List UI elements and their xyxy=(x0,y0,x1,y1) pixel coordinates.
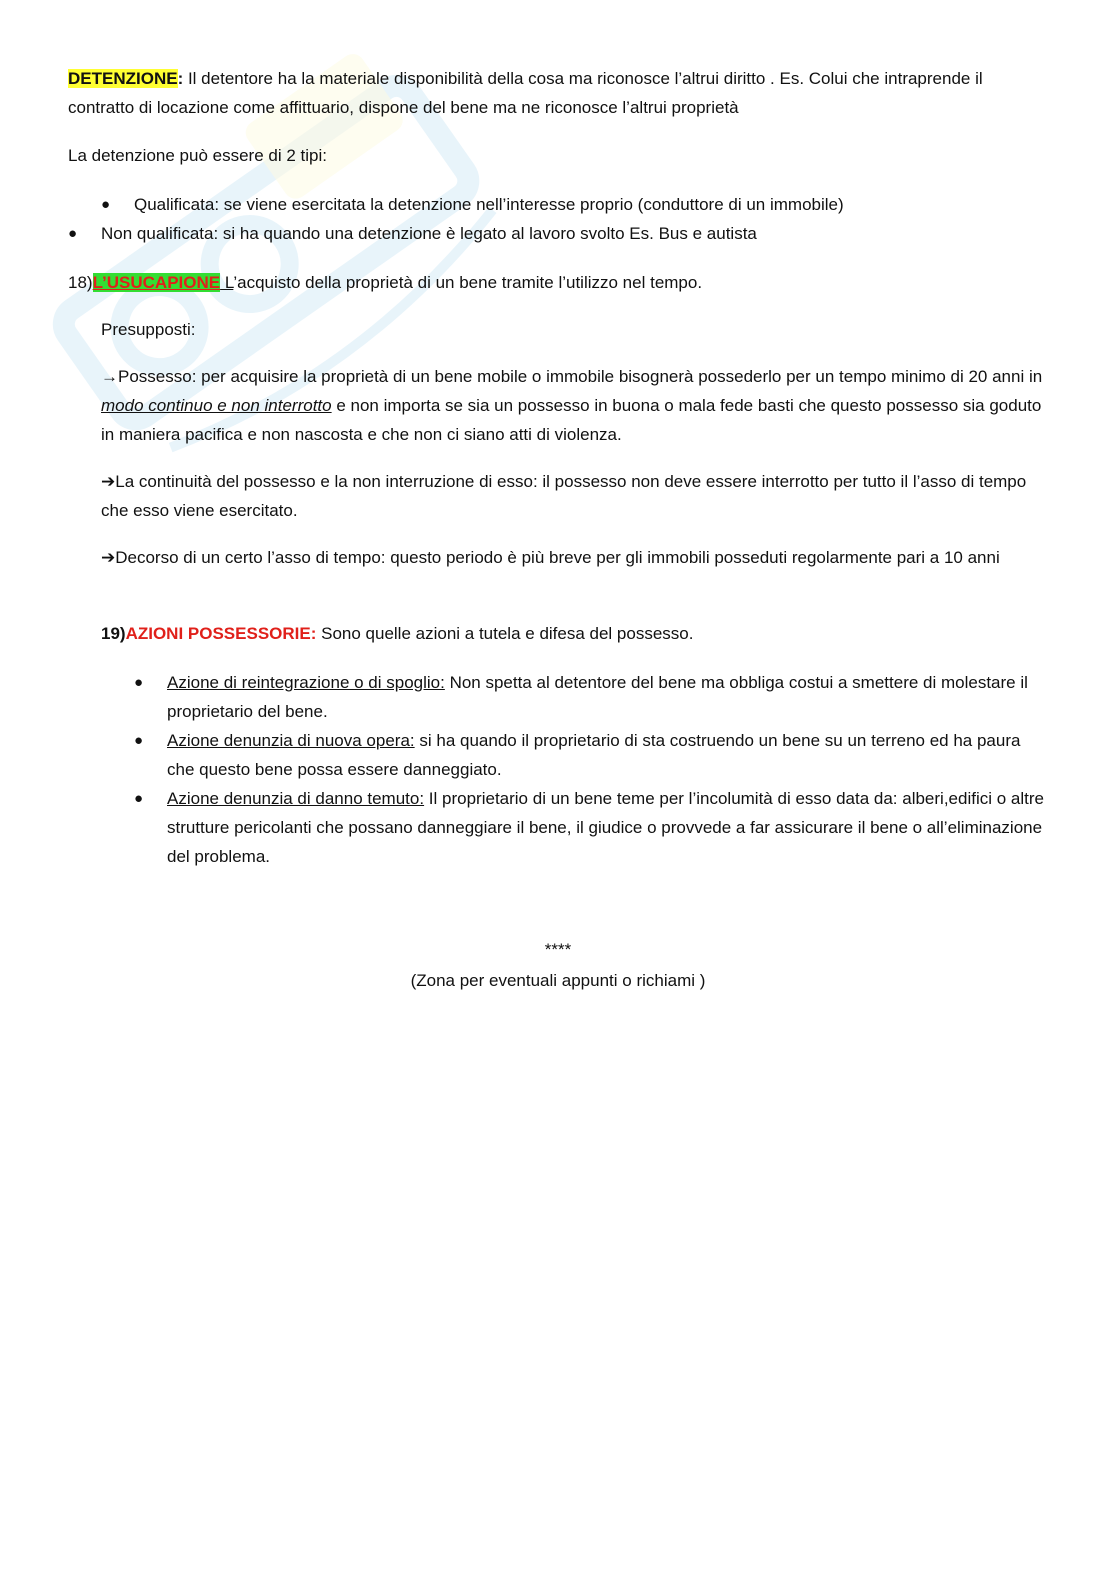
bullet-icon: ● xyxy=(68,225,78,242)
decorso-text: Decorso di un certo l’asso di tempo: questo periodo è più breve per gli immobili posseduti regolarmente pari a 10 anni xyxy=(115,548,1000,567)
list-item xyxy=(68,219,1048,248)
continuita-text: La continuità del possesso e la non interruzione di esso: il possesso non deve essere interrotto per tutto il l’asso di tempo che esso viene esercitato. xyxy=(101,472,1027,520)
arrow-right-icon: ➔ xyxy=(101,548,116,567)
azioni-list xyxy=(134,668,1048,871)
bullet-icon: ● xyxy=(134,732,144,749)
azioni-text: Sono quelle azioni a tutela e difesa del possesso. xyxy=(316,624,694,643)
azione-text: Non spetta al detentore del bene ma obbliga costui a smettere di molestare il proprietario del bene. xyxy=(167,673,1028,721)
footer-note xyxy=(68,966,1048,995)
azione-label: Azione di reintegrazione o di spoglio: xyxy=(167,673,445,692)
footer-stars-text: **** xyxy=(544,940,572,959)
possesso-emphasis: modo continuo e non interrotto xyxy=(101,396,332,415)
detenzione-term: DETENZIONE xyxy=(68,69,178,88)
detenzione-text: Il detentore ha la materiale disponibilità della cosa ma riconosce l’altrui diritto . Es. Colui che intraprende il contratto di locazione come affittuario, dispone del bene ma ne riconosce l’altrui proprietà xyxy=(68,69,983,117)
azione-text: si ha quando il proprietario di sta costruendo un bene su un terreno ed ha paura che questo bene possa essere danneggiato. xyxy=(167,731,1021,779)
possesso-text-a: Possesso: per acquisire la proprietà di un bene mobile o immobile bisognerà possederlo per un tempo minimo di 20 anni in xyxy=(118,367,1043,386)
arrow-right-icon: ➔ xyxy=(101,472,116,491)
footer-note-text: (Zona per eventuali appunti o richiami ) xyxy=(410,971,706,990)
bullet-icon: ● xyxy=(134,790,144,807)
list-item xyxy=(68,190,1048,219)
detenzione-tipi-list xyxy=(68,190,1048,248)
detenzione-colon: : xyxy=(177,69,184,88)
footer-stars xyxy=(68,935,1048,964)
detenzione-paragraph xyxy=(68,64,1048,122)
azione-label: Azione denunzia di nuova opera: xyxy=(167,731,415,750)
usucapione-text: ’acquisto della proprietà di un bene tramite l’utilizzo nel tempo. xyxy=(233,273,703,292)
list-item xyxy=(134,784,1048,871)
presupposto-possesso xyxy=(101,362,1048,449)
list-item-text: Non qualificata: si ha quando una detenzione è legato al lavoro svolto Es. Bus e autista xyxy=(101,224,757,243)
bullet-icon: ● xyxy=(134,674,144,691)
azioni-term: AZIONI POSSESSORIE: xyxy=(125,624,317,643)
presupposto-decorso xyxy=(101,543,1048,572)
list-item-text: Qualificata: se viene esercitata la detenzione nell’interesse proprio (conduttore di un immobile) xyxy=(134,195,844,214)
azioni-heading xyxy=(101,619,1048,648)
detenzione-intro-text: La detenzione può essere di 2 tipi: xyxy=(68,146,327,165)
detenzione-intro xyxy=(68,141,1048,170)
usucapione-heading xyxy=(68,268,1048,297)
arrow-right-icon: → xyxy=(101,367,118,386)
usucapione-term: L’USUCAPIONE xyxy=(92,273,221,292)
presupposti-label xyxy=(101,315,1048,344)
bullet-icon: ● xyxy=(101,196,111,213)
list-item xyxy=(134,726,1048,784)
usucapione-first-letter: L xyxy=(220,273,234,292)
presupposti-label-text: Presupposti: xyxy=(101,320,196,339)
azione-text: Il proprietario di un bene teme per l’incolumità di esso data da: alberi,edifici o altre strutture pericolanti che possano danneggiare il bene, il giudice o provvede a far assicurare il bene o all’eliminazione del problema. xyxy=(167,789,1044,866)
azione-label: Azione denunzia di danno temuto: xyxy=(167,789,425,808)
list-item xyxy=(134,668,1048,726)
presupposto-continuita xyxy=(101,467,1048,525)
possesso-text-b: e non importa se sia un possesso in buona o mala fede basti che questo possesso sia goduto in maniera pacifica e non nascosta e che non ci siano atti di violenza. xyxy=(101,396,1042,444)
section-number: 18) xyxy=(68,273,93,292)
section-number: 19) xyxy=(101,624,126,643)
